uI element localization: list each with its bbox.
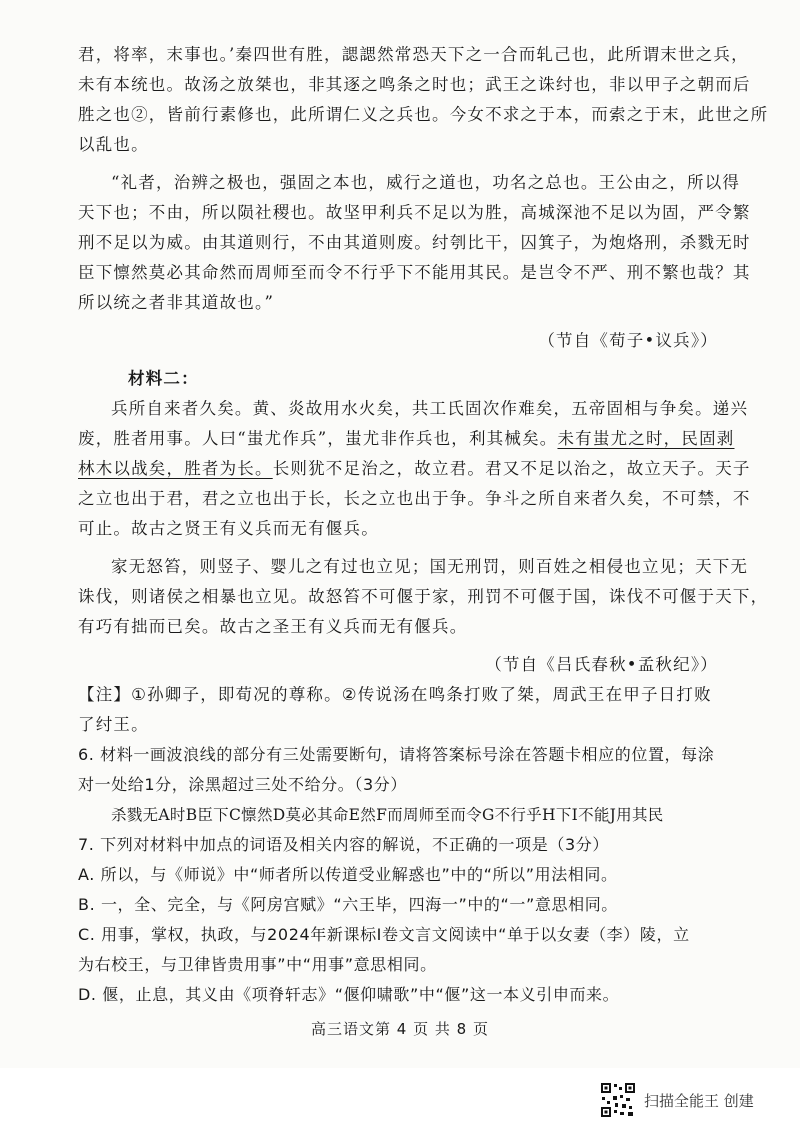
note-line: 【注】①孙卿子，即荀况的尊称。②传说汤在鸣条打败了桀，周武王在甲子日打败 [78, 685, 712, 704]
text-line: “礼者，治辨之极也，强固之本也，威行之道也，功名之总也。王公由之，所以得 [111, 173, 741, 192]
text-segment: 长则犹不足治之，故立君。君又不足以治之，故立天子。天子 [272, 459, 751, 478]
qr-code-icon [600, 1082, 636, 1118]
option-a: A. 所以，与《师说》中“师者所以传道受业解惑也”中的“所以”用法相同。 [78, 865, 618, 884]
text-segment: 废，胜者用事。人曰“蚩尤作兵”，蚩尤非作兵也，利其械矣。 [78, 429, 558, 448]
option-c-cont: 为右校王，与卫律皆贵用事”中“用事”意思相同。 [78, 955, 437, 974]
page-content [78, 40, 769, 1010]
option-b: B. 一，全、完全，与《阿房宫赋》“六王毕，四海一”中的“一”意思相同。 [78, 895, 618, 914]
text-line: 之立也出于君，君之立也出于长，长之立也出于争。争斗之所自来者久矣，不可禁，不 [78, 489, 751, 508]
watermark-text: 扫描全能王 创建 [644, 1091, 754, 1110]
section-heading: 材料二： [128, 369, 199, 388]
text-line: 君，将率，末事也。’秦四世有胜，諰諰然常恐天下之一合而轧己也，此所谓末世之兵， [78, 45, 749, 64]
text-line: 臣下懔然莫必其命然而周师至而令不行乎下不能用其民。是岂令不严、刑不繁也哉？其 [78, 263, 751, 282]
text-line: 家无怒笞，则竖子、婴儿之有过也立见；国无刑罚，则百姓之相侵也立见；天下无 [111, 557, 749, 576]
text-line: 天下也；不由，所以陨社稷也。故坚甲利兵不足以为胜，高城深池不足以为固，严令繁 [78, 203, 751, 222]
source-citation: （节自《荀子•议兵》） [538, 331, 718, 350]
underlined-text: 林木以战矣，胜者为长。 [78, 459, 273, 478]
break-options: 杀戮无A时B臣下C懔然D莫必其命E然F而周师至而令G不行乎H下I不能J用其民 [111, 806, 664, 824]
source-citation: （节自《吕氏春秋•孟秋纪》） [485, 655, 718, 674]
text-line: 未有本统也。故汤之放桀也，非其逐之鸣条之时也；武王之诛纣也，非以甲子之朝而后 [78, 75, 751, 94]
question-7: 7. 下列对材料中加点的词语及相关内容的解说，不正确的一项是（3分） [78, 835, 609, 854]
text-line: 可止。故古之贤王有义兵而无有偃兵。 [78, 519, 379, 538]
text-line: 所以统之者非其道故也。” [78, 293, 275, 312]
text-line: 诛伐，则诸侯之相暴也立见。故怒笞不可偃于家，刑罚不可偃于国，诛伐不可偃于天下， [78, 587, 769, 606]
option-d: D. 偃，止息，其义由《项脊轩志》“偃仰啸歌”中“偃”这一本义引申而来。 [78, 985, 620, 1004]
text-line: 以乱也。 [78, 135, 149, 154]
underlined-text: 未有蚩尤之时，民固剥 [557, 429, 735, 448]
text-line: 兵所自来者久矣。黄、炎故用水火矣，共工氏固次作难矣，五帝固相与争矣。递兴 [111, 399, 749, 418]
text-line [78, 424, 735, 454]
question-6-cont: 对一处给1分，涂黑超过三处不给分。（3分） [78, 775, 407, 794]
text-line: 胜之也②，皆前行素修也，此所谓仁义之兵也。今女不求之于本，而索之于末，此世之所 [78, 105, 769, 124]
question-6: 6. 材料一画波浪线的部分有三处需要断句，请将答案标号涂在答题卡相应的位置，每涂 [78, 745, 715, 764]
scanner-watermark [600, 1082, 754, 1118]
text-line [78, 454, 751, 484]
option-c: C. 用事，掌权，执政，与2024年新课标Ⅰ卷文言文阅读中“单于以女妻（李）陵，立 [78, 925, 690, 944]
note-line: 了纣王。 [78, 715, 149, 734]
text-line: 有巧有拙而已矣。故古之圣王有义兵而无有偃兵。 [78, 617, 468, 636]
text-line: 刑不足以为威。由其道则行，不由其道则废。纣刳比干，囚箕子，为炮烙刑，杀戮无时 [78, 233, 751, 252]
page-footer: 高三语文第 4 页 共 8 页 [311, 1020, 489, 1038]
